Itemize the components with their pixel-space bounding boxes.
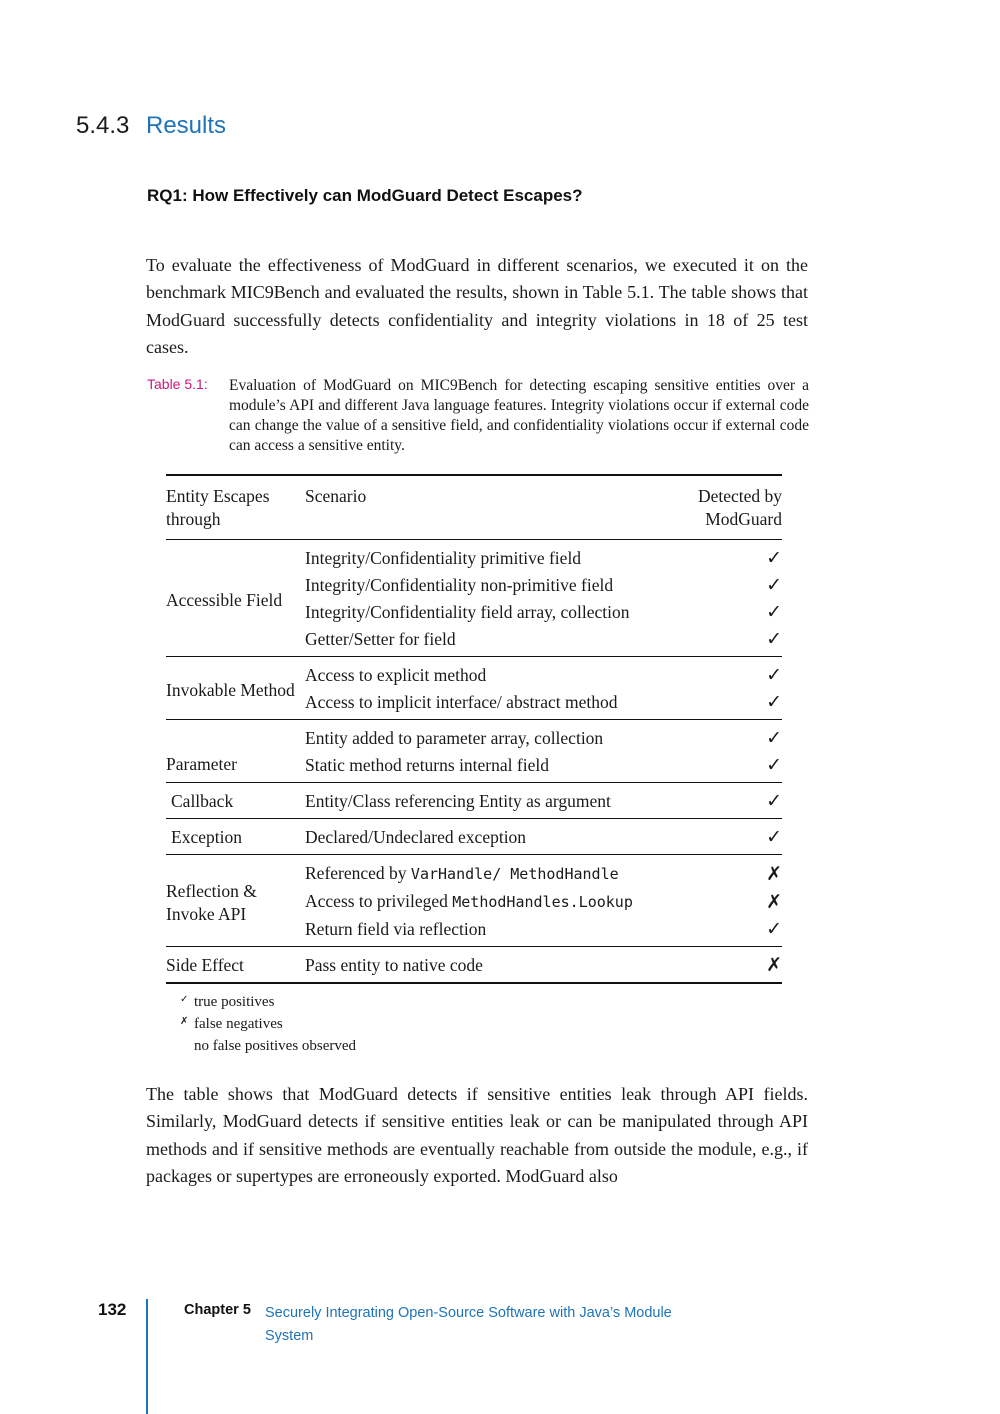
scenario-cell: Getter/Setter for field	[305, 629, 456, 649]
cross-icon: ✗	[180, 1016, 189, 1027]
scenario-cell: Integrity/Confidentiality field array, collection	[305, 602, 630, 622]
scenario-cell: Entity/Class referencing Entity as argument	[305, 791, 611, 811]
table-group	[166, 657, 782, 720]
detected-mark: ✓	[766, 826, 782, 848]
note-false-positives: no false positives observed	[194, 1038, 357, 1054]
closing-paragraph: The table shows that ModGuard detects if sensitive entities leak through API fields. Similarly, ModGuard detects if sensitive entities leak or can be manipulated through API methods and if sensitive methods are eventually reachable from outside the module, e.g., if packages or supertypes are erroneously exported. ModGuard also	[146, 1084, 808, 1186]
table-row	[166, 657, 782, 690]
entity-cell: Accessible Field	[166, 590, 283, 610]
footer-divider	[146, 1299, 148, 1414]
check-icon: ✓	[180, 994, 189, 1005]
detected-mark: ✓	[766, 601, 782, 623]
table-row	[166, 540, 782, 573]
table-caption-label: Table 5.1:	[147, 376, 208, 392]
scenario-cell: Entity added to parameter array, collection	[305, 728, 604, 748]
detected-mark: ✓	[766, 754, 782, 776]
detected-mark: ✓	[766, 727, 782, 749]
table-header-row	[166, 475, 782, 540]
detected-mark: ✓	[766, 664, 782, 686]
entity-cell: Callback	[171, 791, 234, 811]
scenario-cell: Access to explicit method	[305, 665, 487, 685]
detected-mark: ✗	[766, 954, 782, 976]
rq-heading: RQ1: How Effectively can ModGuard Detect Escapes?	[147, 186, 583, 205]
table-group	[166, 720, 782, 783]
header-detected: Detected by ModGuard	[697, 486, 782, 529]
detected-mark: ✓	[766, 547, 782, 569]
table-row	[166, 947, 782, 984]
scenario-cell	[305, 888, 682, 916]
table-row	[166, 819, 782, 855]
scenario-cell: Integrity/Confidentiality primitive field	[305, 548, 582, 568]
detected-mark: ✓	[766, 790, 782, 812]
scenario-cell: Declared/Undeclared exception	[305, 827, 527, 847]
section-number: 5.4.3	[76, 112, 130, 139]
code-text: VarHandle/ MethodHandle	[410, 865, 619, 883]
table-group	[166, 540, 782, 657]
chapter-label: Chapter 5	[184, 1302, 251, 1318]
detected-mark: ✓	[766, 918, 782, 940]
scenario-text: Access to privileged	[305, 891, 453, 911]
intro-paragraph: To evaluate the effectiveness of ModGuard in different scenarios, we executed it on the benchmark MIC9Bench and evaluated the results, shown in Table 5.1. The table shows that ModGuard successfully detects confidentiality and integrity violations in 18 of 25 test cases.	[146, 255, 808, 357]
entity-cell: Exception	[171, 827, 242, 847]
scenario-cell: Pass entity to native code	[305, 955, 483, 975]
table-group	[166, 783, 782, 819]
page-number: 132	[98, 1300, 127, 1319]
chapter-title: Securely Integrating Open-Source Software with Java’s Module System	[265, 1305, 672, 1344]
table-row	[166, 720, 782, 753]
detected-mark: ✓	[766, 628, 782, 650]
detected-mark: ✓	[766, 691, 782, 713]
note-false-negatives: ✗ false negatives	[180, 1012, 356, 1034]
entity-cell: Invokable Method	[166, 680, 295, 700]
table-row	[166, 783, 782, 819]
detected-mark: ✗	[766, 890, 782, 913]
scenario-cell	[305, 855, 682, 889]
header-entity: Entity Escapes through	[166, 486, 270, 529]
scenario-cell: Return field via reflection	[305, 919, 487, 939]
scenario-cell: Access to implicit interface/ abstract method	[305, 692, 618, 712]
scenario-cell: Static method returns internal field	[305, 755, 549, 775]
detected-mark: ✓	[766, 574, 782, 596]
scenario-cell: Integrity/Confidentiality non-primitive field	[305, 575, 614, 595]
code-text: MethodHandles.Lookup	[452, 893, 633, 911]
note-true-positives: ✓ true positives	[180, 990, 356, 1012]
results-table	[166, 474, 782, 984]
table-group	[166, 819, 782, 855]
entity-cell: Parameter	[166, 754, 237, 774]
detected-mark: ✗	[766, 862, 782, 885]
table-group	[166, 947, 782, 984]
entity-cell: Side Effect	[166, 955, 244, 975]
header-scenario: Scenario	[305, 486, 367, 506]
scenario-text: Referenced by	[305, 863, 411, 883]
table-row	[166, 855, 782, 889]
table-group	[166, 855, 782, 947]
section-title: Results	[146, 112, 227, 139]
entity-cell: Reflection & Invoke API	[166, 881, 257, 924]
table-caption-text: Evaluation of ModGuard on MIC9Bench for detecting escaping sensitive entities over a module’s API and different Java language features. Integrity violations occur if external code can change the value of a sensitive field, and confidentiality violations occur if external code can access a sensitive entity.	[229, 377, 809, 454]
table-notes	[180, 990, 356, 1056]
